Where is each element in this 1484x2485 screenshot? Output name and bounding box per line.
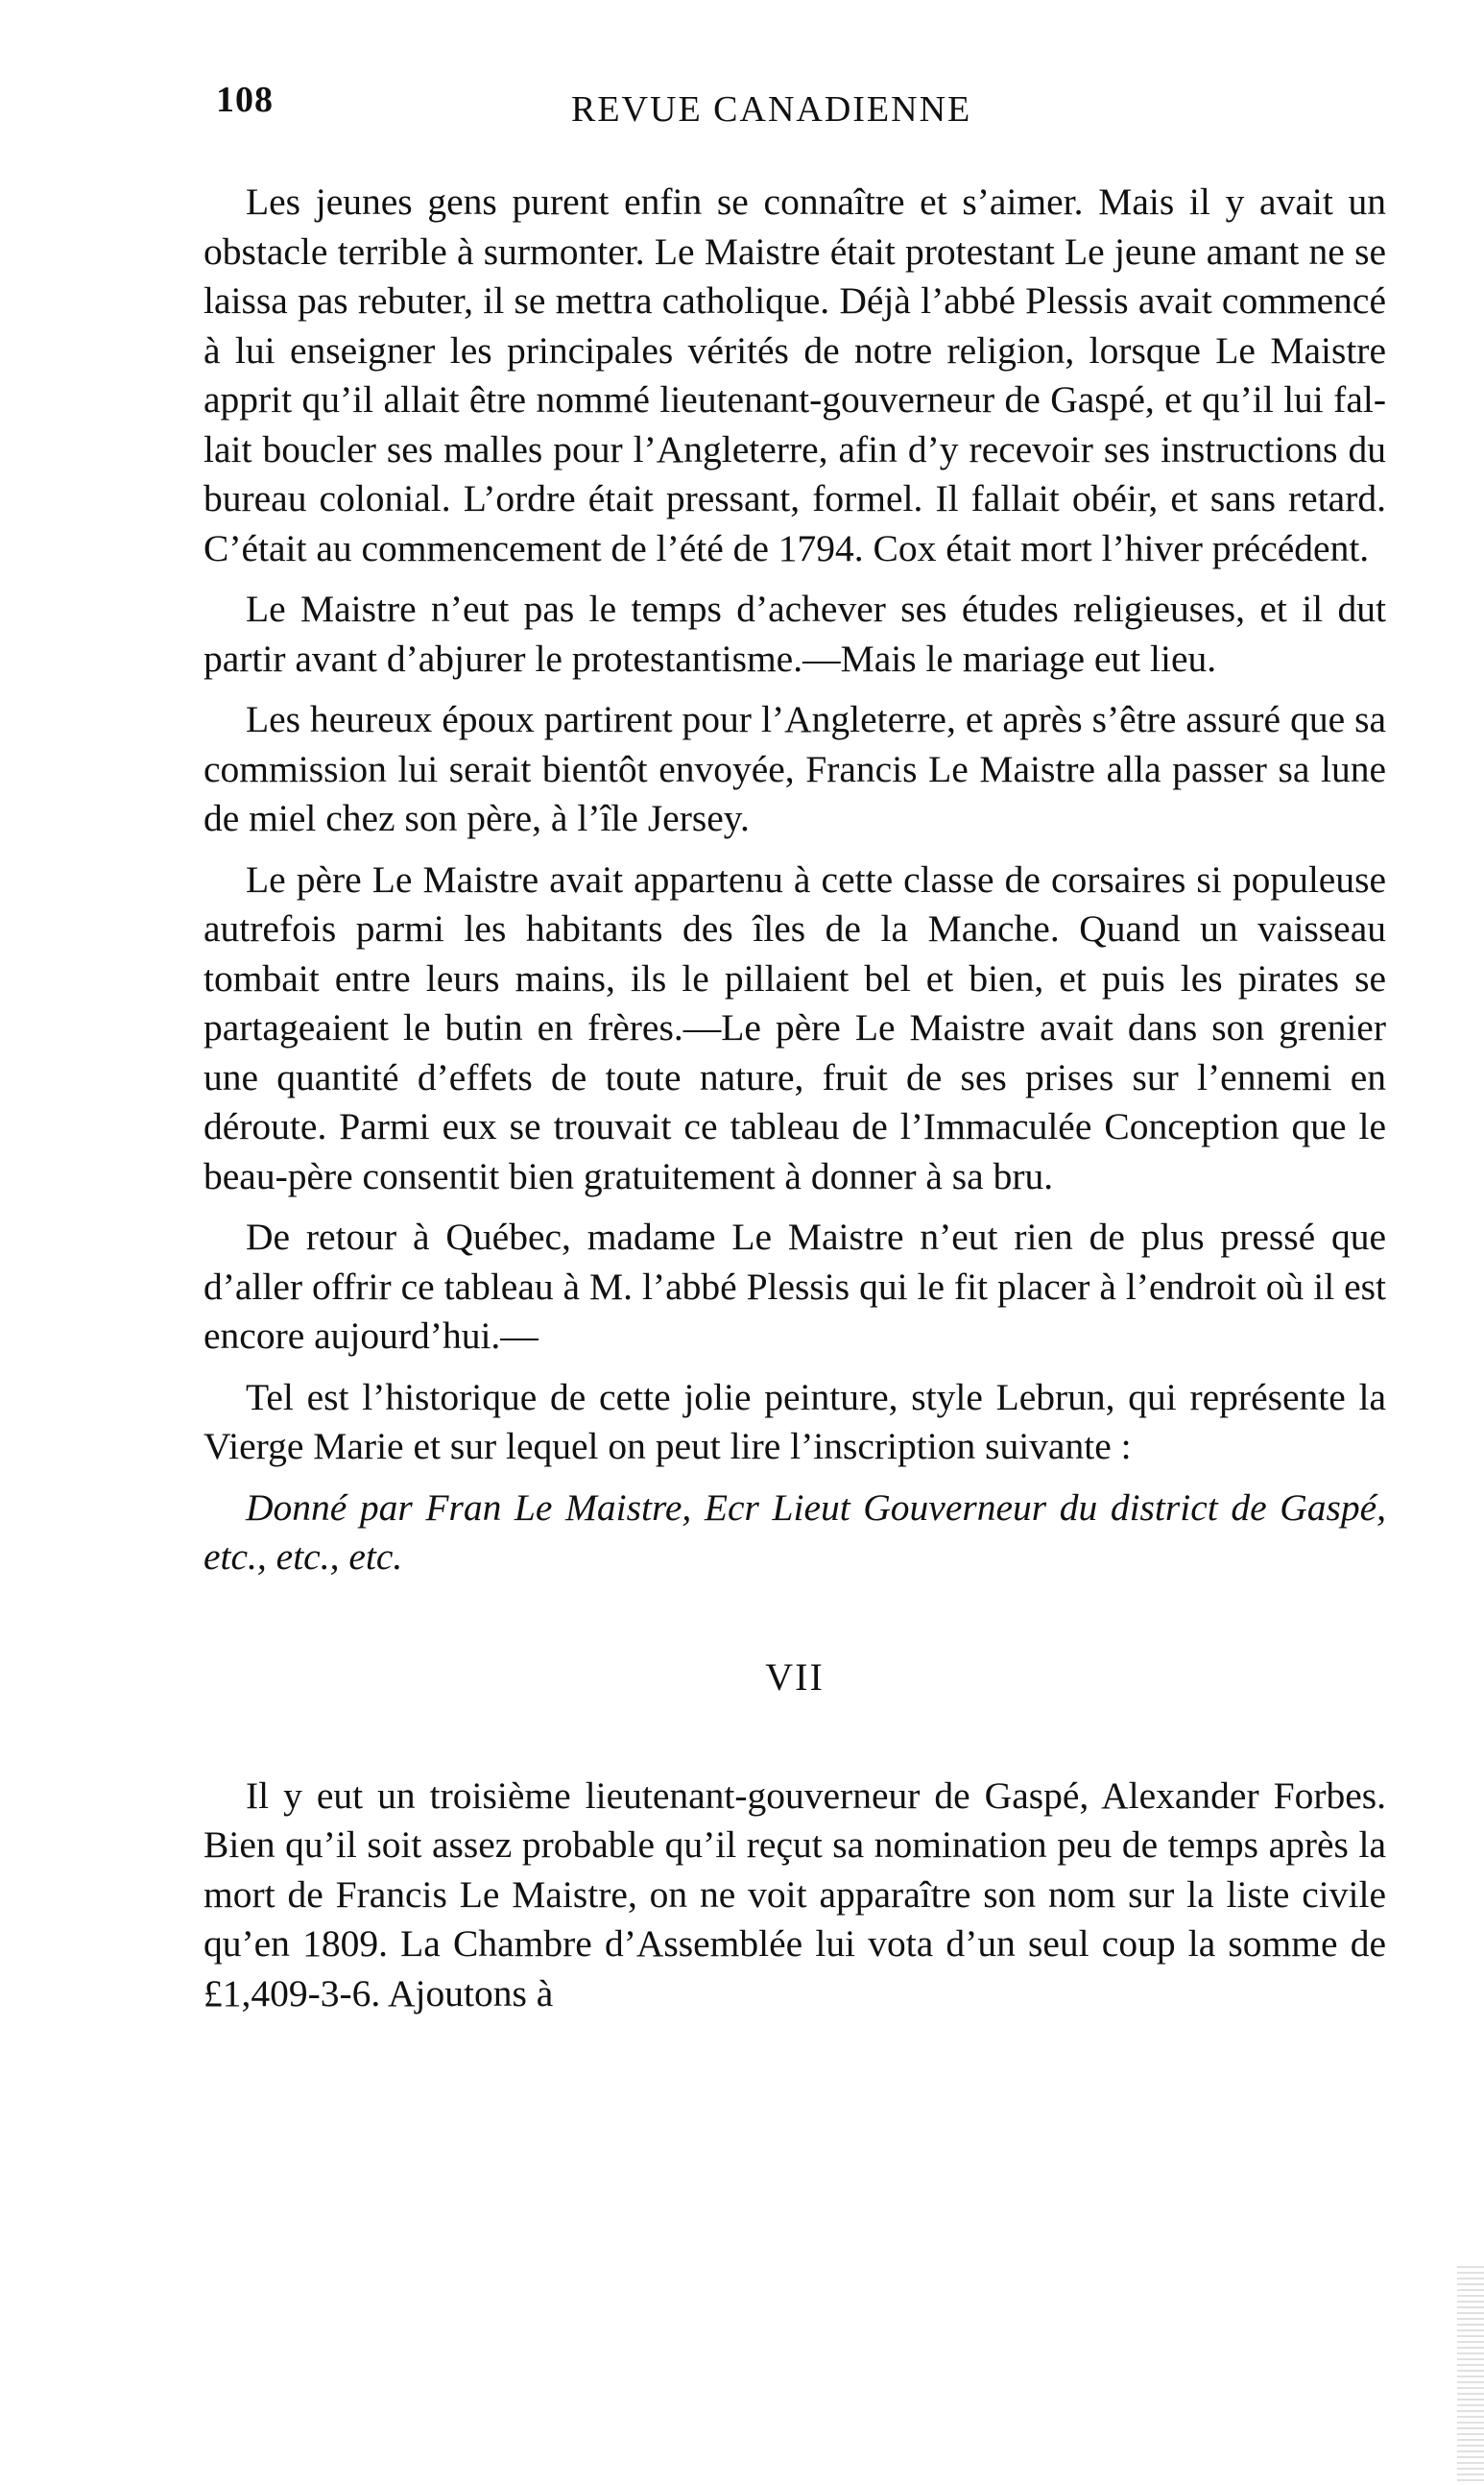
page-edge-scan-artifact bbox=[1457, 2266, 1484, 2485]
inscription-quote: Donné par Fran Le Maistre, Ecr Lieut Gouverneur du district de Gaspé, etc., etc., etc. bbox=[203, 1485, 1386, 1578]
paragraph: Le Maistre n’eut pas le temps d’achever ses études religieuses, et il dut partir avant d’abjurer le protestantisme.—Mais le mariage eut lieu. bbox=[203, 588, 1386, 680]
section-heading: VII bbox=[765, 1654, 825, 1699]
paragraph: De retour à Québec, madame Le Maistre n’eut rien de plus pressé que d’aller offrir ce tableau à M. l’abbé Plessis qui le fit placer à l’endroit où il est encore aujourd’hui.— bbox=[203, 1216, 1386, 1357]
page-header bbox=[206, 79, 1387, 146]
body-text bbox=[203, 178, 1386, 2018]
paragraph: Les jeunes gens purent enfin se connaître et s’aimer. Mais il y avait un obstacle terrible à surmonter. Le Maistre était protestant Le jeune amant ne se laissa pas rebuter, il se mettra catholique. Déjà l’abbé Plessis avait commencé à lui enseigner les principales vérités de notre religion, lorsque Le Maistre apprit qu’il allait être nommé lieutenant-gouverneur de Gaspé, et qu’il lui fallait boucler ses malles pour l’Angleterre, afin d’y recevoir ses instructions du bureau colonial. L’ordre était pressant, formel. Il fallait obéir, et sans retard. C’était au commencement de l’été de 1794. Cox était mort l’hiver précédent. bbox=[203, 181, 1386, 569]
page-number: 108 bbox=[216, 80, 274, 120]
paragraph: Le père Le Maistre avait appartenu à cette classe de corsaires si populeuse autrefois parmi les habitants des îles de la Manche. Quand un vaisseau tombait entre leurs mains, ils le pillaient bel et bien, et puis les pirates se partageaient le butin en frères.—Le père Le Maistre avait dans son grenier une quantité d’effets de toute nature, fruit de ses prises sur l’ennemi en déroute. Parmi eux se trouvait ce tableau de l’Immaculée Conception que le beau-père consentit bien gratuitement à donner à sa bru. bbox=[203, 857, 1386, 1197]
section-paragraph: Il y eut un troisième lieutenant-gouverneur de Gaspé, Alexander Forbes. Bien qu’il soit assez probable qu’il reçut sa nomination peu de temps après la mort de Francis Le Maistre, on ne voit apparaître son nom sur la liste civile qu’en 1809. La Chambre d’Assemblée lui vota d’un seul coup la somme de £1,409-3-6. Ajoutons à bbox=[203, 1773, 1386, 2015]
paragraph: Tel est l’historique de cette jolie peinture, style Lebrun, qui représente la Vierge Marie et sur lequel on peut lire l’inscription suivante : bbox=[203, 1375, 1386, 1467]
running-title: REVUE CANADIENNE bbox=[571, 89, 972, 130]
paragraph: Les heureux époux partirent pour l’Angleterre, et après s’être assuré que sa commission lui serait bientôt envoyée, Francis Le Maistre alla passer sa lune de miel chez son père, à l’île Jersey. bbox=[203, 698, 1386, 839]
